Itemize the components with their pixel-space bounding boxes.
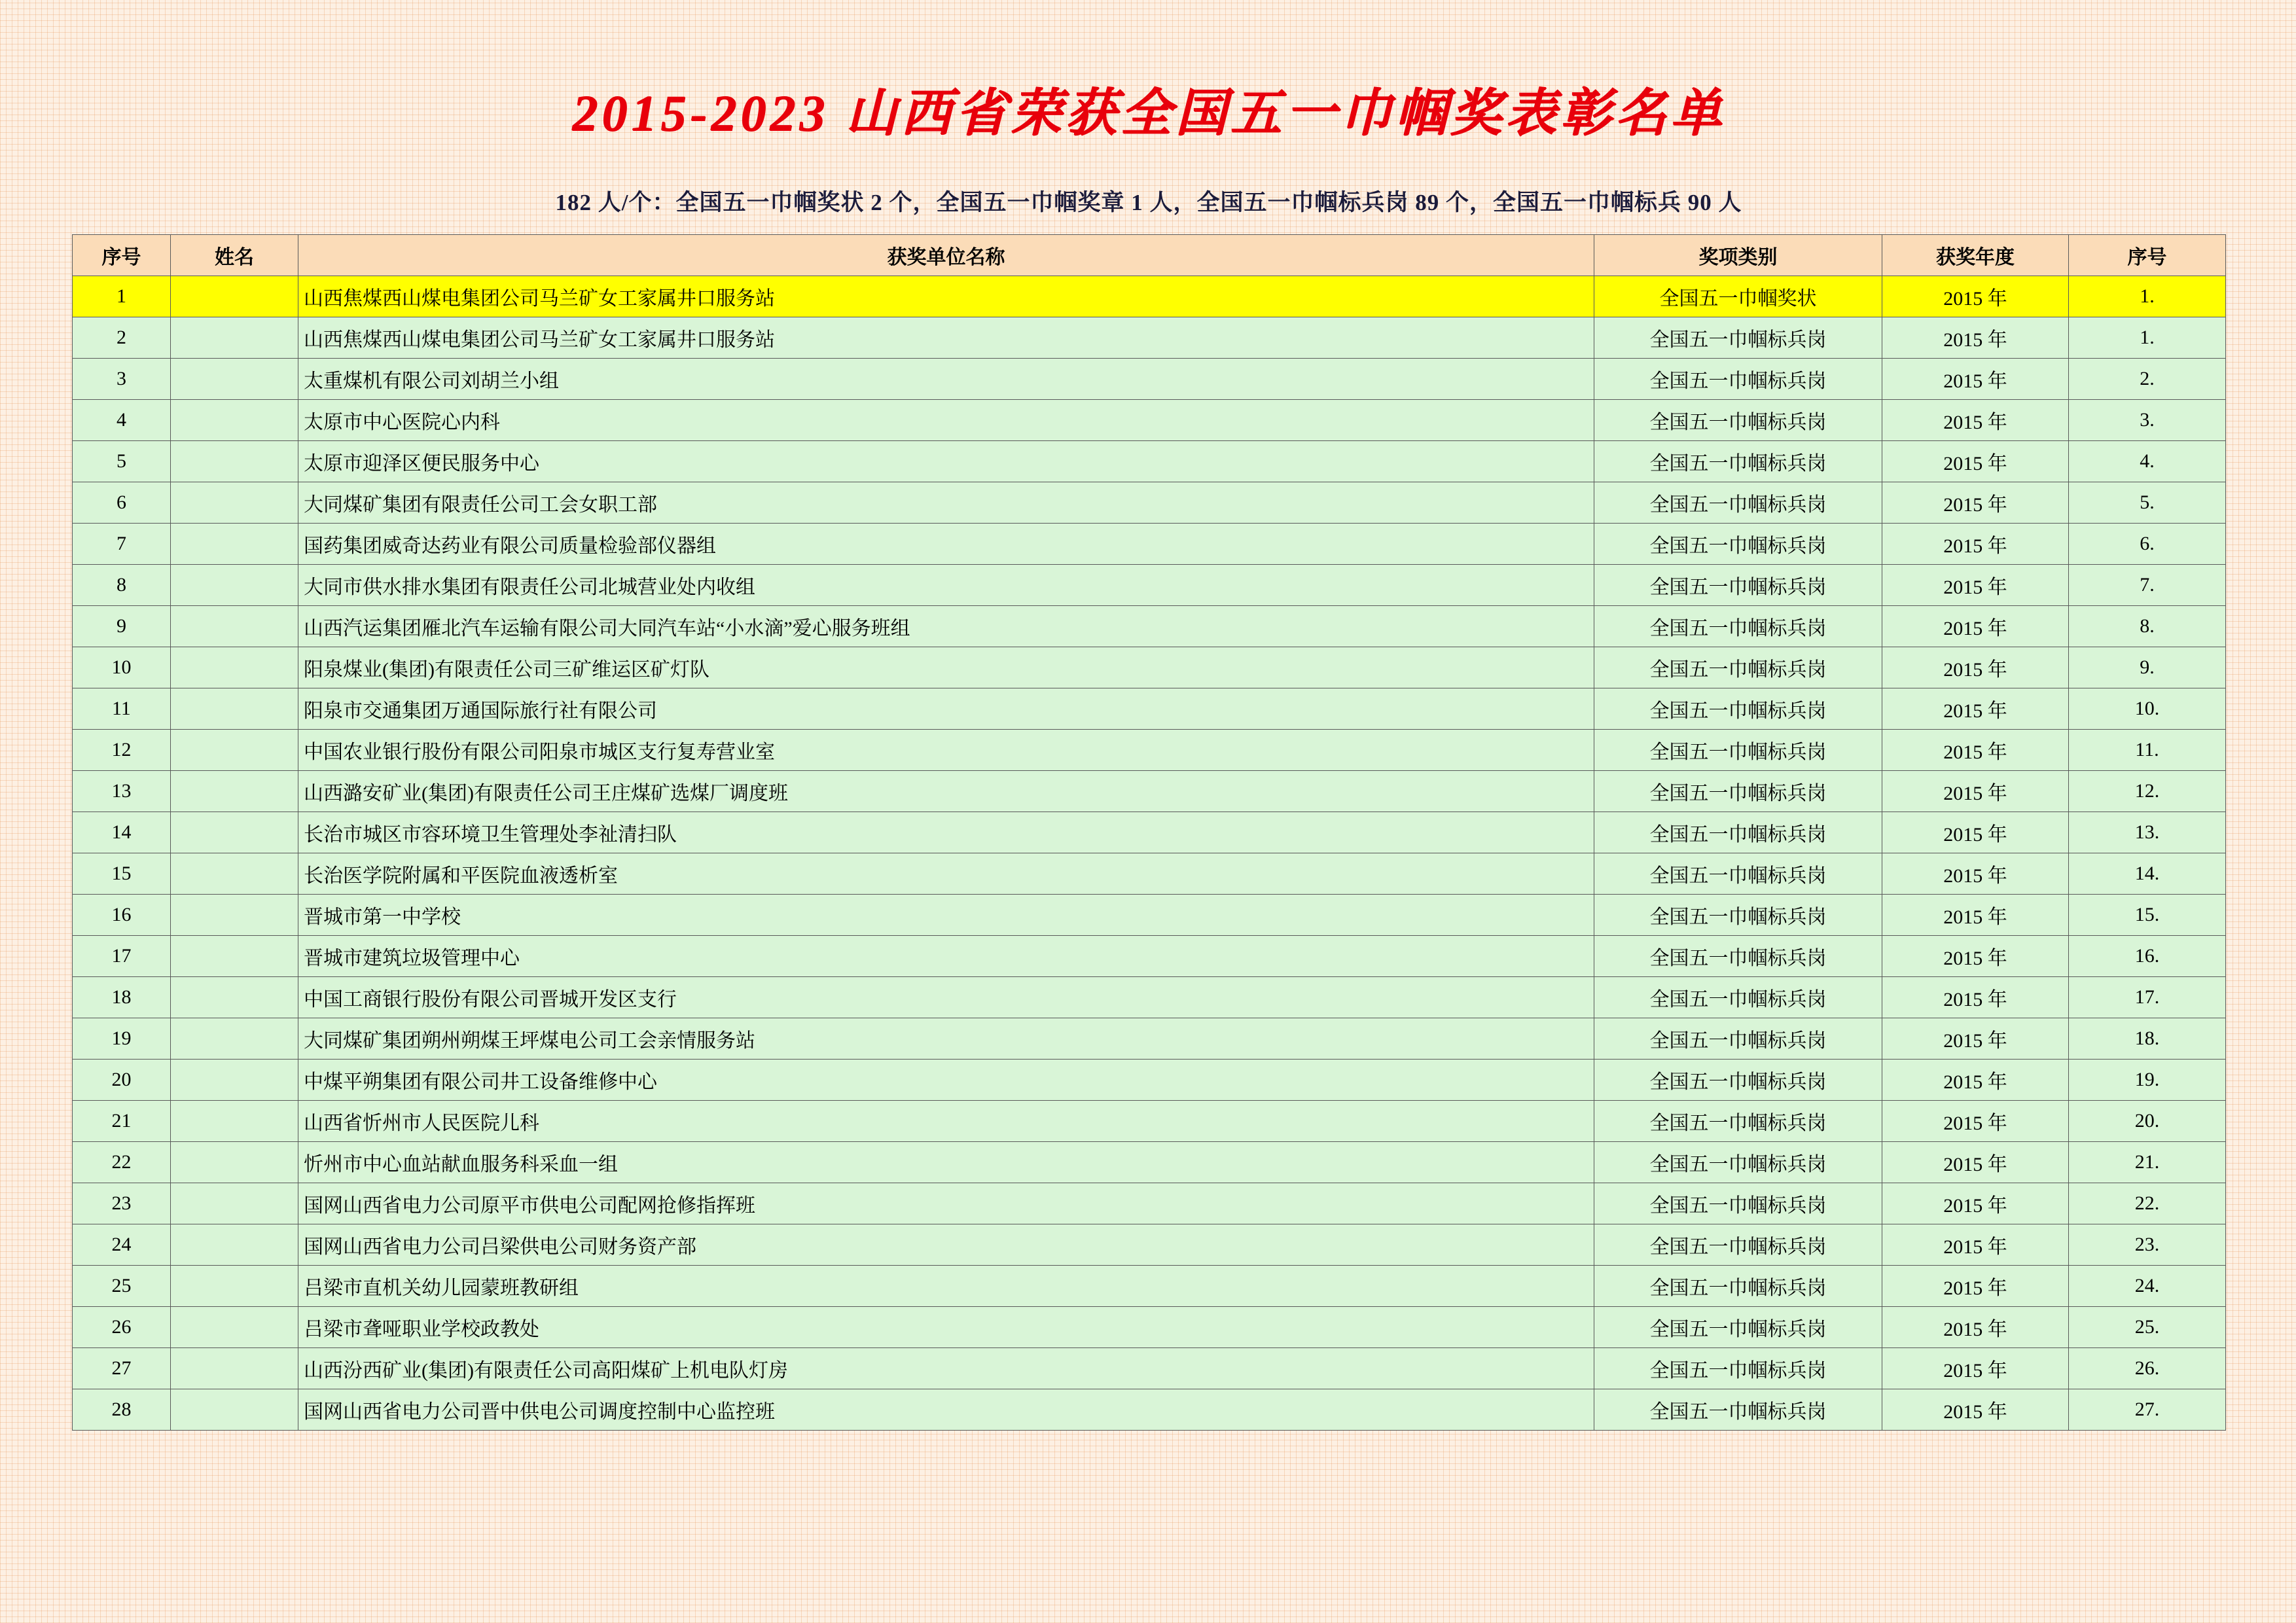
cell-unit: 国药集团威奇达药业有限公司质量检验部仪器组: [298, 524, 1594, 565]
table-row: [73, 524, 2226, 565]
cell-award: 全国五一巾帼标兵岗: [1594, 1142, 1882, 1183]
cell-name: [171, 1224, 298, 1266]
cell-unit: 忻州市中心血站献血服务科采血一组: [298, 1142, 1594, 1183]
cell-index2: 17.: [2069, 977, 2226, 1018]
cell-unit: 大同市供水排水集团有限责任公司北城营业处内收组: [298, 565, 1594, 606]
cell-year: 2015 年: [1882, 647, 2069, 688]
cell-index: 12: [73, 730, 171, 771]
cell-unit: 山西省忻州市人民医院儿科: [298, 1101, 1594, 1142]
cell-unit: 国网山西省电力公司晋中供电公司调度控制中心监控班: [298, 1389, 1594, 1431]
cell-year: 2015 年: [1882, 1224, 2069, 1266]
cell-award: 全国五一巾帼奖状: [1594, 276, 1882, 317]
cell-index: 11: [73, 688, 171, 730]
cell-name: [171, 1266, 298, 1307]
table-row: [73, 1224, 2226, 1266]
cell-year: 2015 年: [1882, 853, 2069, 895]
cell-unit: 中国工商银行股份有限公司晋城开发区支行: [298, 977, 1594, 1018]
cell-name: [171, 936, 298, 977]
cell-unit: 太原市迎泽区便民服务中心: [298, 441, 1594, 482]
cell-index: 6: [73, 482, 171, 524]
cell-index2: 9.: [2069, 647, 2226, 688]
page-title: 2015-2023 山西省荣获全国五一巾帼奖表彰名单: [572, 84, 1725, 141]
cell-award: 全国五一巾帼标兵岗: [1594, 1060, 1882, 1101]
cell-award: 全国五一巾帼标兵岗: [1594, 688, 1882, 730]
cell-award: 全国五一巾帼标兵岗: [1594, 1348, 1882, 1389]
cell-index2: 10.: [2069, 688, 2226, 730]
cell-index: 14: [73, 812, 171, 853]
cell-name: [171, 1142, 298, 1183]
table-row: [73, 1060, 2226, 1101]
table-row: [73, 895, 2226, 936]
cell-index2: 2.: [2069, 359, 2226, 400]
cell-name: [171, 1389, 298, 1431]
cell-index: 27: [73, 1348, 171, 1389]
table-row: [73, 565, 2226, 606]
cell-name: [171, 647, 298, 688]
cell-award: 全国五一巾帼标兵岗: [1594, 812, 1882, 853]
cell-index2: 7.: [2069, 565, 2226, 606]
document-page: [72, 39, 2225, 1431]
cell-award: 全国五一巾帼标兵岗: [1594, 730, 1882, 771]
cell-unit: 阳泉煤业(集团)有限责任公司三矿维运区矿灯队: [298, 647, 1594, 688]
cell-year: 2015 年: [1882, 771, 2069, 812]
cell-year: 2015 年: [1882, 1266, 2069, 1307]
cell-name: [171, 853, 298, 895]
table-row: [73, 647, 2226, 688]
cell-name: [171, 359, 298, 400]
cell-award: 全国五一巾帼标兵岗: [1594, 1018, 1882, 1060]
cell-index2: 23.: [2069, 1224, 2226, 1266]
table-row: [73, 606, 2226, 647]
cell-index2: 27.: [2069, 1389, 2226, 1431]
cell-name: [171, 565, 298, 606]
cell-index: 21: [73, 1101, 171, 1142]
cell-unit: 中国农业银行股份有限公司阳泉市城区支行复寿营业室: [298, 730, 1594, 771]
cell-award: 全国五一巾帼标兵岗: [1594, 853, 1882, 895]
cell-unit: 国网山西省电力公司原平市供电公司配网抢修指挥班: [298, 1183, 1594, 1224]
cell-index2: 13.: [2069, 812, 2226, 853]
cell-year: 2015 年: [1882, 524, 2069, 565]
cell-index2: 21.: [2069, 1142, 2226, 1183]
cell-year: 2015 年: [1882, 1307, 2069, 1348]
cell-name: [171, 1307, 298, 1348]
cell-year: 2015 年: [1882, 317, 2069, 359]
cell-unit: 太重煤机有限公司刘胡兰小组: [298, 359, 1594, 400]
cell-unit: 山西汽运集团雁北汽车运输有限公司大同汽车站“小水滴”爱心服务班组: [298, 606, 1594, 647]
cell-index2: 5.: [2069, 482, 2226, 524]
cell-index2: 6.: [2069, 524, 2226, 565]
cell-index: 15: [73, 853, 171, 895]
column-header-index: 序号: [73, 235, 171, 276]
cell-year: 2015 年: [1882, 400, 2069, 441]
column-header-award: 奖项类别: [1594, 235, 1882, 276]
cell-year: 2015 年: [1882, 936, 2069, 977]
cell-name: [171, 524, 298, 565]
cell-award: 全国五一巾帼标兵岗: [1594, 317, 1882, 359]
table-row: [73, 688, 2226, 730]
cell-year: 2015 年: [1882, 1018, 2069, 1060]
cell-unit: 山西潞安矿业(集团)有限责任公司王庄煤矿选煤厂调度班: [298, 771, 1594, 812]
cell-index2: 24.: [2069, 1266, 2226, 1307]
cell-award: 全国五一巾帼标兵岗: [1594, 359, 1882, 400]
table-row: [73, 1389, 2226, 1431]
table-row: [73, 1307, 2226, 1348]
cell-name: [171, 441, 298, 482]
cell-name: [171, 400, 298, 441]
cell-index: 28: [73, 1389, 171, 1431]
cell-year: 2015 年: [1882, 482, 2069, 524]
cell-index2: 1.: [2069, 276, 2226, 317]
cell-award: 全国五一巾帼标兵岗: [1594, 936, 1882, 977]
cell-index: 1: [73, 276, 171, 317]
cell-award: 全国五一巾帼标兵岗: [1594, 1101, 1882, 1142]
cell-year: 2015 年: [1882, 1183, 2069, 1224]
cell-index2: 12.: [2069, 771, 2226, 812]
cell-name: [171, 482, 298, 524]
cell-unit: 国网山西省电力公司吕梁供电公司财务资产部: [298, 1224, 1594, 1266]
cell-index: 4: [73, 400, 171, 441]
table-row: [73, 482, 2226, 524]
cell-index: 9: [73, 606, 171, 647]
cell-year: 2015 年: [1882, 276, 2069, 317]
cell-index: 8: [73, 565, 171, 606]
cell-index: 16: [73, 895, 171, 936]
table-row: [73, 1101, 2226, 1142]
cell-name: [171, 812, 298, 853]
cell-index: 26: [73, 1307, 171, 1348]
cell-name: [171, 730, 298, 771]
table-row: [73, 853, 2226, 895]
cell-index2: 19.: [2069, 1060, 2226, 1101]
cell-index: 20: [73, 1060, 171, 1101]
cell-name: [171, 276, 298, 317]
cell-index: 2: [73, 317, 171, 359]
cell-index: 19: [73, 1018, 171, 1060]
table-row: [73, 400, 2226, 441]
cell-index2: 11.: [2069, 730, 2226, 771]
cell-unit: 大同煤矿集团有限责任公司工会女职工部: [298, 482, 1594, 524]
cell-award: 全国五一巾帼标兵岗: [1594, 1183, 1882, 1224]
cell-year: 2015 年: [1882, 1389, 2069, 1431]
cell-year: 2015 年: [1882, 1348, 2069, 1389]
cell-index: 3: [73, 359, 171, 400]
table-row: [73, 359, 2226, 400]
cell-year: 2015 年: [1882, 812, 2069, 853]
cell-award: 全国五一巾帼标兵岗: [1594, 1224, 1882, 1266]
table-row: [73, 441, 2226, 482]
cell-index: 22: [73, 1142, 171, 1183]
table-row: [73, 977, 2226, 1018]
cell-award: 全国五一巾帼标兵岗: [1594, 1307, 1882, 1348]
cell-year: 2015 年: [1882, 977, 2069, 1018]
table-row: [73, 276, 2226, 317]
cell-index2: 22.: [2069, 1183, 2226, 1224]
cell-index: 17: [73, 936, 171, 977]
column-header-year: 获奖年度: [1882, 235, 2069, 276]
cell-unit: 晋城市第一中学校: [298, 895, 1594, 936]
cell-index2: 4.: [2069, 441, 2226, 482]
table-row: [73, 1018, 2226, 1060]
table-header-row: [73, 235, 2226, 276]
cell-unit: 吕梁市聋哑职业学校政教处: [298, 1307, 1594, 1348]
table-header: [73, 235, 2226, 276]
column-header-index2: 序号: [2069, 235, 2226, 276]
cell-year: 2015 年: [1882, 1101, 2069, 1142]
table-row: [73, 1142, 2226, 1183]
table-row: [73, 730, 2226, 771]
cell-award: 全国五一巾帼标兵岗: [1594, 400, 1882, 441]
table-row: [73, 1266, 2226, 1307]
cell-unit: 晋城市建筑垃圾管理中心: [298, 936, 1594, 977]
cell-index: 24: [73, 1224, 171, 1266]
cell-name: [171, 1018, 298, 1060]
cell-index2: 15.: [2069, 895, 2226, 936]
cell-name: [171, 317, 298, 359]
cell-name: [171, 1348, 298, 1389]
cell-unit: 山西汾西矿业(集团)有限责任公司高阳煤矿上机电队灯房: [298, 1348, 1594, 1389]
cell-award: 全国五一巾帼标兵岗: [1594, 606, 1882, 647]
cell-index2: 8.: [2069, 606, 2226, 647]
cell-name: [171, 771, 298, 812]
cell-unit: 长治市城区市容环境卫生管理处李祉清扫队: [298, 812, 1594, 853]
cell-award: 全国五一巾帼标兵岗: [1594, 647, 1882, 688]
cell-award: 全国五一巾帼标兵岗: [1594, 771, 1882, 812]
cell-year: 2015 年: [1882, 359, 2069, 400]
cell-index: 10: [73, 647, 171, 688]
table-row: [73, 317, 2226, 359]
cell-index: 13: [73, 771, 171, 812]
cell-award: 全国五一巾帼标兵岗: [1594, 482, 1882, 524]
cell-unit: 山西焦煤西山煤电集团公司马兰矿女工家属井口服务站: [298, 276, 1594, 317]
cell-year: 2015 年: [1882, 606, 2069, 647]
cell-name: [171, 977, 298, 1018]
cell-award: 全国五一巾帼标兵岗: [1594, 524, 1882, 565]
cell-unit: 中煤平朔集团有限公司井工设备维修中心: [298, 1060, 1594, 1101]
cell-award: 全国五一巾帼标兵岗: [1594, 441, 1882, 482]
cell-year: 2015 年: [1882, 1060, 2069, 1101]
cell-index: 18: [73, 977, 171, 1018]
table-row: [73, 771, 2226, 812]
cell-index: 25: [73, 1266, 171, 1307]
cell-award: 全国五一巾帼标兵岗: [1594, 1389, 1882, 1431]
cell-index: 5: [73, 441, 171, 482]
table-row: [73, 812, 2226, 853]
summary-line: 182 人/个：全国五一巾帼奖状 2 个，全国五一巾帼奖章 1 人，全国五一巾帼标兵岗 89 个，全国五一巾帼标兵 90 人: [555, 190, 1742, 215]
cell-name: [171, 1183, 298, 1224]
cell-name: [171, 1101, 298, 1142]
cell-index2: 14.: [2069, 853, 2226, 895]
table-row: [73, 936, 2226, 977]
cell-year: 2015 年: [1882, 895, 2069, 936]
cell-index2: 26.: [2069, 1348, 2226, 1389]
table-row: [73, 1348, 2226, 1389]
cell-name: [171, 606, 298, 647]
column-header-name: 姓名: [171, 235, 298, 276]
cell-index2: 25.: [2069, 1307, 2226, 1348]
cell-year: 2015 年: [1882, 688, 2069, 730]
cell-award: 全国五一巾帼标兵岗: [1594, 1266, 1882, 1307]
cell-index2: 20.: [2069, 1101, 2226, 1142]
cell-award: 全国五一巾帼标兵岗: [1594, 977, 1882, 1018]
cell-year: 2015 年: [1882, 565, 2069, 606]
cell-index: 7: [73, 524, 171, 565]
cell-index2: 16.: [2069, 936, 2226, 977]
cell-unit: 长治医学院附属和平医院血液透析室: [298, 853, 1594, 895]
cell-year: 2015 年: [1882, 730, 2069, 771]
cell-unit: 阳泉市交通集团万通国际旅行社有限公司: [298, 688, 1594, 730]
cell-unit: 大同煤矿集团朔州朔煤王坪煤电公司工会亲情服务站: [298, 1018, 1594, 1060]
cell-unit: 太原市中心医院心内科: [298, 400, 1594, 441]
cell-name: [171, 688, 298, 730]
cell-name: [171, 1060, 298, 1101]
cell-year: 2015 年: [1882, 1142, 2069, 1183]
cell-award: 全国五一巾帼标兵岗: [1594, 895, 1882, 936]
column-header-unit: 获奖单位名称: [298, 235, 1594, 276]
table-row: [73, 1183, 2226, 1224]
cell-index: 23: [73, 1183, 171, 1224]
cell-index2: 3.: [2069, 400, 2226, 441]
cell-year: 2015 年: [1882, 441, 2069, 482]
table-body: [73, 276, 2226, 1431]
cell-unit: 山西焦煤西山煤电集团公司马兰矿女工家属井口服务站: [298, 317, 1594, 359]
cell-unit: 吕梁市直机关幼儿园蒙班教研组: [298, 1266, 1594, 1307]
cell-index2: 1.: [2069, 317, 2226, 359]
cell-award: 全国五一巾帼标兵岗: [1594, 565, 1882, 606]
cell-name: [171, 895, 298, 936]
award-table: [72, 234, 2226, 1431]
cell-index2: 18.: [2069, 1018, 2226, 1060]
